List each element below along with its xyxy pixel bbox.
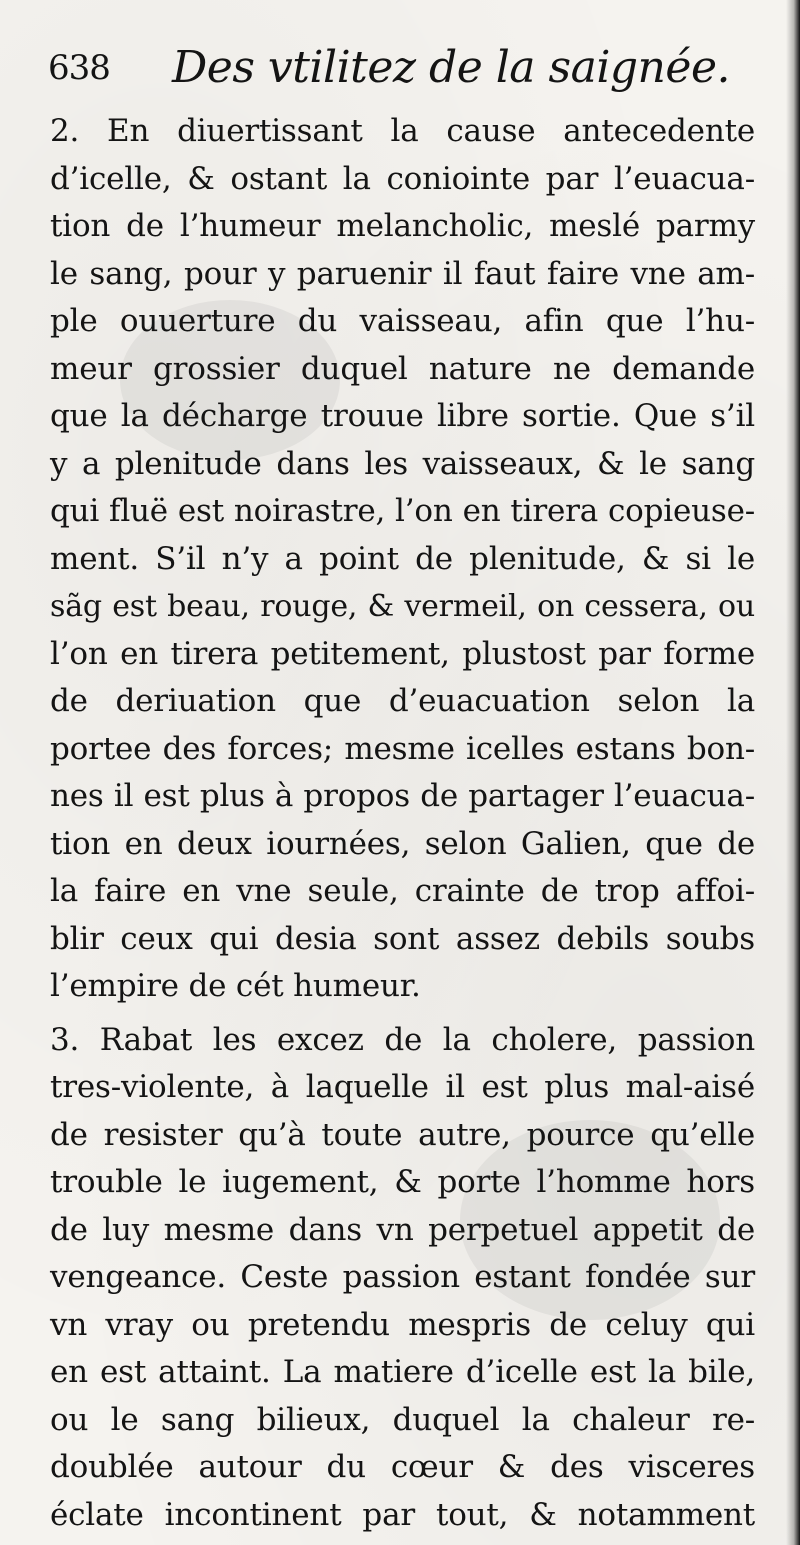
text-line: de deriuation que d’euacuation selon la	[50, 683, 755, 719]
text-line: blir ceux qui desia sont assez debils soubs	[50, 920, 755, 957]
text-line: que la décharge trouue libre sortie. Que s’il	[50, 398, 755, 434]
paragraph-2	[50, 108, 755, 1011]
text-line: 2. En diuertissant la cause antecedente	[50, 113, 755, 149]
text-line: nes il est plus à propos de partager l’euacua-	[50, 778, 755, 814]
text-line: le sang, pour y paruenir il faut faire vne am-	[50, 255, 755, 292]
text-line: la faire en vne seule, crainte de trop affoi-	[50, 873, 755, 909]
text-line: qui fluë est noirastre, l’on en tirera copieuse-	[50, 493, 755, 529]
text-line: éclate incontinent par tout, & notamment	[50, 1496, 755, 1533]
body-text	[50, 108, 755, 1539]
text-line: l’on en tirera petitement, plustost par forme	[50, 635, 755, 672]
text-line: sãg est beau, rouge, & vermeil, on cessera, ou	[50, 589, 755, 624]
text-line: l’empire de cét humeur.	[50, 968, 421, 1004]
text-line: de luy mesme dans vn perpetuel appetit de	[50, 1211, 755, 1248]
text-line: ment. S’il n’y a point de plenitude, & si le	[50, 540, 755, 577]
text-line: meur grossier duquel nature ne demande	[50, 350, 755, 387]
text-line: y a plenitude dans les vaisseaux, & le sang	[50, 445, 755, 482]
text-line: trouble le iugement, & porte l’homme hors	[50, 1164, 755, 1200]
text-line: en est attaint. La matiere d’icelle est la bile,	[50, 1354, 755, 1390]
page-edge-shadow	[786, 0, 800, 1545]
page-number: 638	[48, 48, 110, 88]
text-line: 3. Rabat les excez de la cholere, passion	[50, 1021, 755, 1058]
running-title: Des vtilitez de la saignée.	[172, 42, 730, 93]
text-line: ple ouuerture du vaisseau, afin que l’hu-	[50, 303, 755, 339]
text-line: doublée autour du cœur & des visceres	[50, 1449, 755, 1485]
text-line: vengeance. Ceste passion estant fondée sur	[50, 1259, 755, 1295]
text-line: ou le sang bilieux, duquel la chaleur re-	[50, 1401, 755, 1438]
text-line: vn vray ou pretendu mespris de celuy qui	[50, 1306, 755, 1343]
paragraph-3	[50, 1017, 755, 1540]
text-line: portee des forces; mesme icelles estans bon-	[50, 730, 755, 767]
text-line: de resister qu’à toute autre, pource qu’elle	[50, 1116, 755, 1153]
page-header	[48, 42, 748, 102]
text-line: d’icelle, & ostant la coniointe par l’euacua-	[50, 160, 755, 197]
text-line: tres-violente, à laquelle il est plus mal-aisé	[50, 1069, 755, 1105]
text-line: tion en deux iournées, selon Galien, que de	[50, 825, 755, 862]
text-line: tion de l’humeur melancholic, meslé parmy	[50, 208, 755, 244]
